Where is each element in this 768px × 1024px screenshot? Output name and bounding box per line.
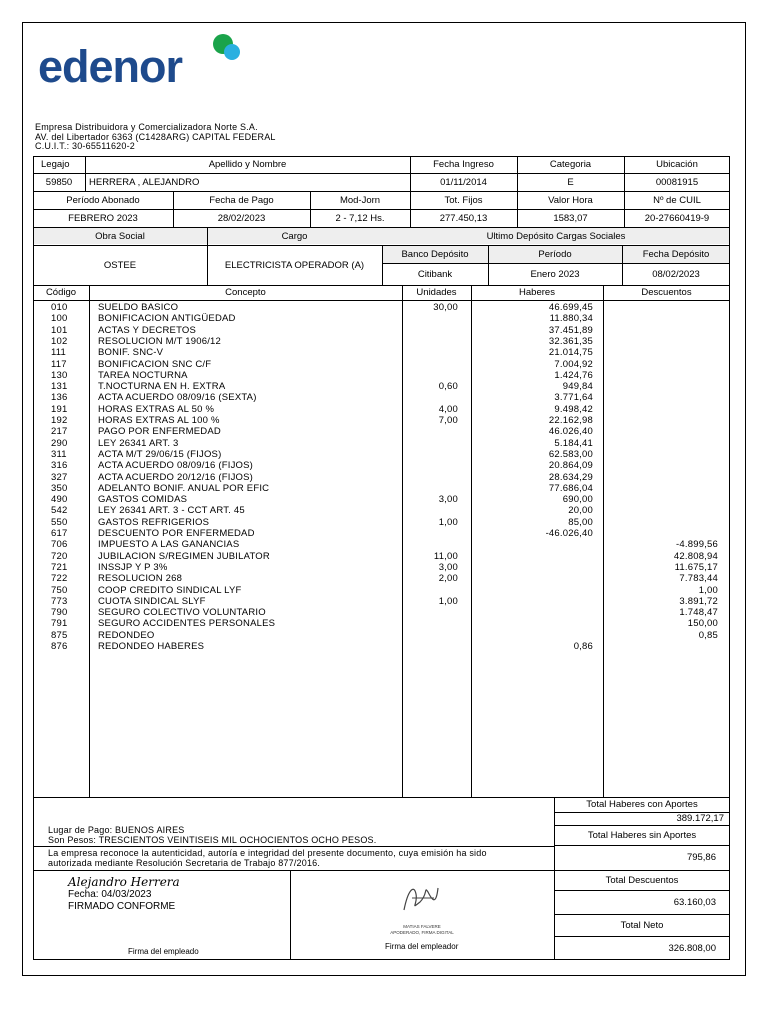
row-descuentos: -4.899,56 [676,539,718,551]
firma-empleador-label: Firma del empleador [385,942,459,951]
edenor-logo [38,41,183,92]
value-categoria: E [567,176,574,188]
col-haberes: Haberes [519,287,555,298]
table-row [33,539,730,550]
row-code: 191 [51,403,68,415]
row-concept: BONIFICACION ANTIGÜEDAD [98,313,236,325]
row-concept: LEY 26341 ART. 3 [98,437,179,449]
row-code: 136 [51,392,68,404]
row-units: 3,00 [438,561,458,573]
row-code: 102 [51,335,68,347]
row-code: 117 [51,358,67,370]
label-total-con-aportes: Total Haberes con Aportes [586,799,698,810]
col-descuentos: Descuentos [641,287,692,298]
table-row [33,336,730,347]
row-descuentos: 42.808,94 [673,550,718,562]
row-concept: ACTA M/T 29/06/15 (FIJOS) [98,448,222,460]
row-haberes: 9.498,42 [554,403,593,415]
row-concept: CUOTA SINDICAL SLYF [98,595,206,607]
label-valor-hora: Valor Hora [548,194,593,206]
row-haberes: 5.184,41 [554,437,593,449]
row-concept: INSSJP Y P 3% [98,561,168,573]
row-code: 010 [51,302,68,313]
value-total-descuentos: 63.160,03 [673,896,716,908]
label-legajo: Legajo [41,159,70,170]
row-concept: BONIFICACION SNC C/F [98,358,212,370]
row-haberes: 3.771,64 [554,392,593,404]
table-row [33,607,730,618]
row-units: 2,00 [438,573,458,585]
col-concepto: Concepto [225,287,266,298]
label-cuil: Nº de CUIL [653,194,701,206]
label-total-descuentos: Total Descuentos [605,874,679,886]
value-legajo: 59850 [45,176,73,188]
col-codigo: Código [45,287,77,298]
row-concept: HORAS EXTRAS AL 100 % [98,415,220,426]
table-row [33,449,730,460]
row-concept: REDONDEO HABERES [98,641,205,652]
row-haberes: 22.162,98 [548,415,593,426]
row-concept: SEGURO COLECTIVO VOLUNTARIO [98,607,266,619]
value-valor-hora: 1583,07 [553,212,588,224]
row-units: 4,00 [438,403,458,415]
table-row [33,426,730,437]
label-nombre: Apellido y Nombre [208,159,287,170]
row-units: 7,00 [438,415,458,426]
row-concept: HORAS EXTRAS AL 50 % [98,403,215,415]
value-tot-fijos: 277.450,13 [439,212,488,224]
table-row [33,359,730,370]
row-code: 720 [51,550,68,562]
value-fecha-pago: 28/02/2023 [217,212,266,224]
row-concept: TAREA NOCTURNA [98,369,188,381]
row-haberes: -46.026,40 [545,528,593,539]
value-banco: Citibank [417,268,453,280]
table-row [33,585,730,596]
company-cuit: C.U.I.T.: 30-65511620-2 [35,141,135,151]
label-total-neto: Total Neto [620,919,664,931]
label-periodo-deposito: Período [538,248,572,260]
value-ingreso: 01/11/2014 [440,176,487,188]
row-code: 130 [51,369,68,381]
employer-signature-icon [398,880,444,918]
value-ubicacion: 00081915 [655,176,699,188]
row-concept: ACTA ACUERDO 20/12/16 (FIJOS) [98,471,254,483]
row-concept: PAGO POR ENFERMEDAD [98,426,221,438]
value-cuil: 20-27660419-9 [644,212,710,224]
table-row [33,438,730,449]
payment-info [48,825,376,845]
row-descuentos: 1.748,47 [679,607,718,619]
row-descuentos: 150,00 [687,618,718,630]
table-row [33,313,730,324]
value-total-con-aportes: 389.172,17 [676,813,724,824]
row-code: 722 [51,573,68,585]
row-code: 111 [51,347,67,359]
row-units: 11,00 [433,550,458,562]
row-units: 1,00 [438,595,458,607]
legal-line-1: La empresa reconoce la autenticidad, autoría e integridad del presente documento, cuya emisión ha sido [48,848,487,858]
employee-sign-info [68,889,175,913]
label-banco: Banco Depósito [401,248,469,260]
table-row [33,460,730,471]
company-address: AV. del Libertador 6363 (C1428ARG) CAPITAL FEDERAL [35,131,276,142]
row-code: 131 [51,381,68,393]
value-cargo: ELECTRICISTA OPERADOR (A) [224,259,365,271]
row-concept: BONIF. SNC-V [98,347,164,359]
row-code: 876 [51,641,68,652]
row-code: 217 [51,426,68,438]
table-row [33,641,730,652]
label-fecha-pago: Fecha de Pago [209,194,274,206]
sign-fecha: Fecha: 04/03/2023 [68,889,152,900]
table-row [33,573,730,584]
table-row [33,415,730,426]
row-concept: REDONDEO [98,629,155,641]
label-fecha-deposito: Fecha Depósito [642,248,710,260]
label-obra-social: Obra Social [95,230,145,242]
table-row [33,630,730,641]
value-total-sin-aportes: 795,86 [686,852,716,863]
row-haberes: 11.880,34 [549,313,593,325]
row-code: 316 [51,460,68,472]
row-units: 3,00 [438,494,458,506]
row-concept: ACTA ACUERDO 08/09/16 (FIJOS) [98,460,254,472]
row-descuentos: 0,85 [698,629,718,641]
value-modjorn: 2 - 7,12 Hs. [335,212,385,224]
row-concept: RESOLUCION 268 [98,573,183,585]
row-concept: DESCUENTO POR ENFERMEDAD [98,528,255,539]
row-code: 875 [51,629,68,641]
row-code: 706 [51,539,68,551]
employee-signature: Alejandro Herrera [68,875,180,889]
value-total-neto: 326.808,00 [668,942,716,954]
row-haberes: 77.686,04 [548,482,593,494]
row-code: 791 [51,618,68,630]
row-code: 542 [51,505,68,517]
row-units: 0,60 [438,381,458,393]
table-row [33,505,730,516]
row-haberes: 85,00 [568,516,593,528]
row-code: 100 [51,313,68,325]
value-obra-social: OSTEE [103,259,137,271]
table-row [33,404,730,415]
row-concept: COOP CREDITO SINDICAL LYF [98,584,242,596]
firmado-conforme: FIRMADO CONFORME [68,901,176,912]
row-code: 192 [51,415,68,426]
row-haberes: 7.004,92 [554,358,593,370]
row-haberes: 62.583,00 [548,448,593,460]
row-code: 617 [51,528,68,539]
table-row [33,618,730,629]
row-concept: ACTAS Y DECRETOS [98,324,197,336]
row-haberes: 46.026,40 [548,426,593,438]
employer-sig-role: APODERADO, FIRMA DIGITAL [390,930,454,935]
row-code: 311 [51,448,67,460]
value-periodo-deposito: Enero 2023 [530,268,580,280]
legal-text [48,848,487,868]
table-row [33,347,730,358]
logo-dots-icon [205,32,241,64]
label-cargo: Cargo [281,230,308,242]
row-code: 750 [51,584,68,596]
table-row [33,562,730,573]
value-periodo-abonado: FEBRERO 2023 [68,212,138,224]
row-haberes: 37.451,89 [548,324,593,336]
lugar-pago: Lugar de Pago: BUENOS AIRES [48,825,185,835]
label-tot-fijos: Tot. Fijos [444,194,483,206]
row-concept: LEY 26341 ART. 3 - CCT ART. 45 [98,505,245,517]
row-haberes: 32.361,35 [548,335,593,347]
employer-sig-caption [384,924,460,936]
row-concept: SEGURO ACCIDENTES PERSONALES [98,618,276,630]
row-code: 350 [51,482,68,494]
row-code: 790 [51,607,68,619]
value-nombre: HERRERA , ALEJANDRO [89,176,200,188]
label-modjorn: Mod-Jorn [339,194,381,206]
row-code: 773 [51,595,68,607]
table-row [33,494,730,505]
row-concept: RESOLUCION M/T 1906/12 [98,335,222,347]
row-concept: GASTOS COMIDAS [98,494,188,506]
concept-rows [33,302,730,652]
table-row [33,528,730,539]
label-total-sin-aportes: Total Haberes sin Aportes [587,829,697,841]
row-descuentos: 7.783,44 [679,573,718,585]
row-code: 721 [51,561,68,573]
table-row [33,370,730,381]
value-fecha-deposito: 08/02/2023 [652,268,700,280]
row-haberes: 28.634,29 [548,471,593,483]
label-ingreso: Fecha Ingreso [433,159,494,170]
row-haberes: 20.864,09 [548,460,593,472]
firma-empleado-label: Firma del empleado [128,947,199,956]
row-descuentos: 11.675,17 [674,561,718,573]
row-descuentos: 3.891,72 [679,595,718,607]
row-concept: IMPUESTO A LAS GANANCIAS [98,539,240,551]
table-row [33,596,730,607]
table-row [33,381,730,392]
employer-sig-name: MATIAS FALVERE [403,924,441,929]
son-pesos: Son Pesos: TRESCIENTOS VEINTISEIS MIL OCHOCIENTOS OCHO PESOS. [48,835,377,845]
row-haberes: 46.699,45 [548,302,593,313]
row-code: 550 [51,516,68,528]
row-code: 327 [51,471,68,483]
table-row [33,551,730,562]
row-code: 490 [51,494,68,506]
legal-line-2: autorizada mediante Resolución Secretaria de Trabajo 877/2016. [48,858,321,868]
row-haberes: 690,00 [562,494,593,506]
table-row [33,483,730,494]
row-descuentos: 1,00 [698,584,718,596]
row-haberes: 0,86 [573,641,593,652]
table-row [33,517,730,528]
table-row [33,302,730,313]
row-concept: SUELDO BASICO [98,302,179,313]
row-haberes: 949,84 [562,381,593,393]
row-units: 1,00 [438,516,458,528]
table-row [33,392,730,403]
row-concept: JUBILACION S/REGIMEN JUBILATOR [98,550,270,562]
row-concept: T.NOCTURNA EN H. EXTRA [98,381,226,393]
label-categoria: Categoria [549,159,592,170]
table-row [33,472,730,483]
company-info [35,123,276,152]
row-concept: GASTOS REFRIGERIOS [98,516,210,528]
row-code: 101 [51,324,68,336]
row-units: 30,00 [433,302,458,313]
table-row [33,325,730,336]
row-haberes: 21.014,75 [548,347,593,359]
row-haberes: 1.424,76 [554,369,593,381]
label-periodo-abonado: Período Abonado [66,194,140,206]
label-ultimo-deposito: Ultimo Depósito Cargas Sociales [486,230,626,242]
label-ubicacion: Ubicación [656,159,698,170]
row-haberes: 20,00 [568,505,593,517]
row-concept: ACTA ACUERDO 08/09/16 (SEXTA) [98,392,257,404]
row-concept: ADELANTO BONIF. ANUAL POR EFIC [98,482,270,494]
company-name: Empresa Distribuidora y Comercializadora Norte S.A. [35,122,258,132]
col-unidades: Unidades [416,287,457,298]
logo-text: edenor [38,41,183,92]
row-code: 290 [51,437,68,449]
